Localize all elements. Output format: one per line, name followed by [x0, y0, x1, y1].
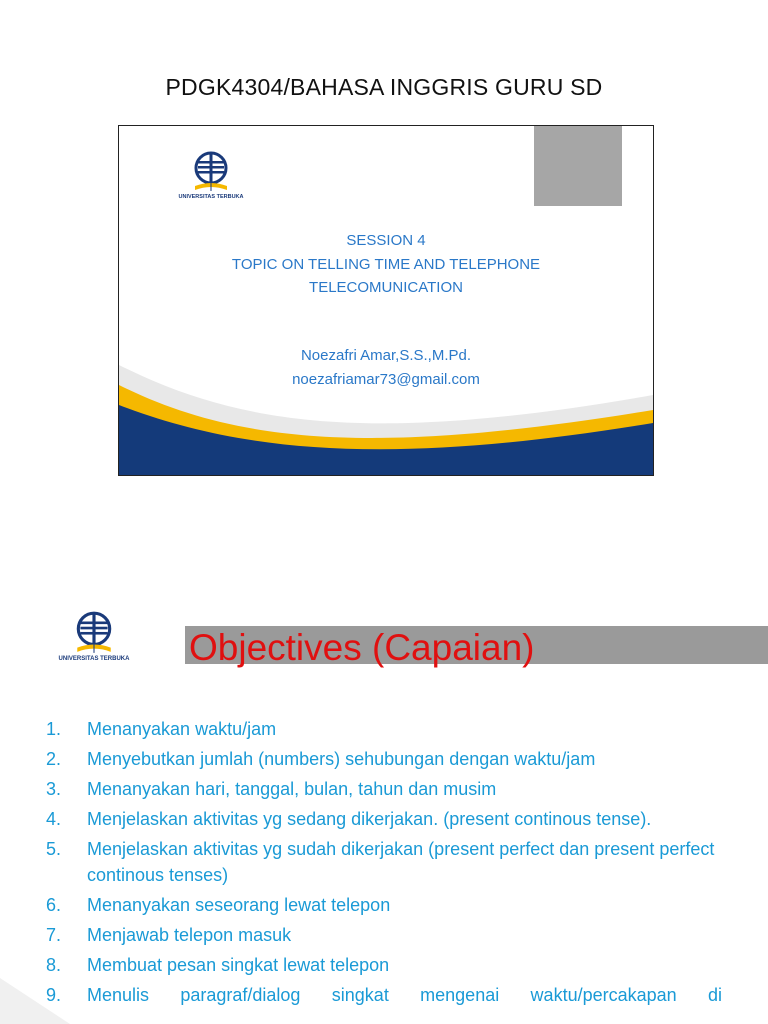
university-emblem-icon	[73, 610, 115, 656]
list-item: 2. Menyebutkan jumlah (numbers) sehubungan dengan waktu/jam	[46, 749, 596, 769]
ut-logo	[163, 150, 259, 210]
ut-logo-objectives	[52, 610, 136, 672]
list-item: 6. Menanyakan seseorang lewat telepon	[46, 895, 391, 915]
slide-topic-line1: TOPIC ON TELLING TIME AND TELEPHONE	[231, 256, 541, 273]
objectives-title: Objectives (Capaian)	[189, 627, 535, 668]
slide-author: Noezafri Amar,S.S.,M.Pd.	[300, 347, 472, 364]
logo-label: UNIVERSITAS TERBUKA	[178, 194, 244, 200]
list-item: 1. Menanyakan waktu/jam	[46, 719, 277, 739]
logo-label: UNIVERSITAS TERBUKA	[58, 656, 130, 662]
list-item: 5. Menjelaskan aktivitas yg sudah dikerjakan (present perfect dan present perfect continous tenses)	[46, 839, 715, 885]
list-item: 7. Menjawab telepon masuk	[46, 925, 292, 945]
title-slide-thumbnail	[118, 125, 654, 476]
slide-wave-decoration	[119, 355, 653, 475]
list-item: 4. Menjelaskan aktivitas yg sedang dikerjakan. (present continous tense).	[46, 809, 652, 829]
slide-email: noezafriamar73@gmail.com	[292, 371, 480, 388]
list-item: 8. Membuat pesan singkat lewat telepon	[46, 955, 390, 975]
slide-session: SESSION 4	[346, 232, 426, 249]
list-item: 3. Menanyakan hari, tanggal, bulan, tahun dan musim	[46, 779, 497, 799]
list-item: 9. Menulis paragraf/dialog singkat mengenai waktu/percakapan di	[46, 985, 722, 1005]
slide-gray-box	[534, 126, 622, 206]
university-emblem-icon	[191, 150, 231, 194]
objectives-list	[46, 716, 722, 1012]
corner-decoration	[0, 978, 70, 1024]
slide-topic-line2: TELECOMUNICATION	[309, 279, 463, 296]
document-title: PDGK4304/BAHASA INGGRIS GURU SD	[165, 74, 603, 100]
